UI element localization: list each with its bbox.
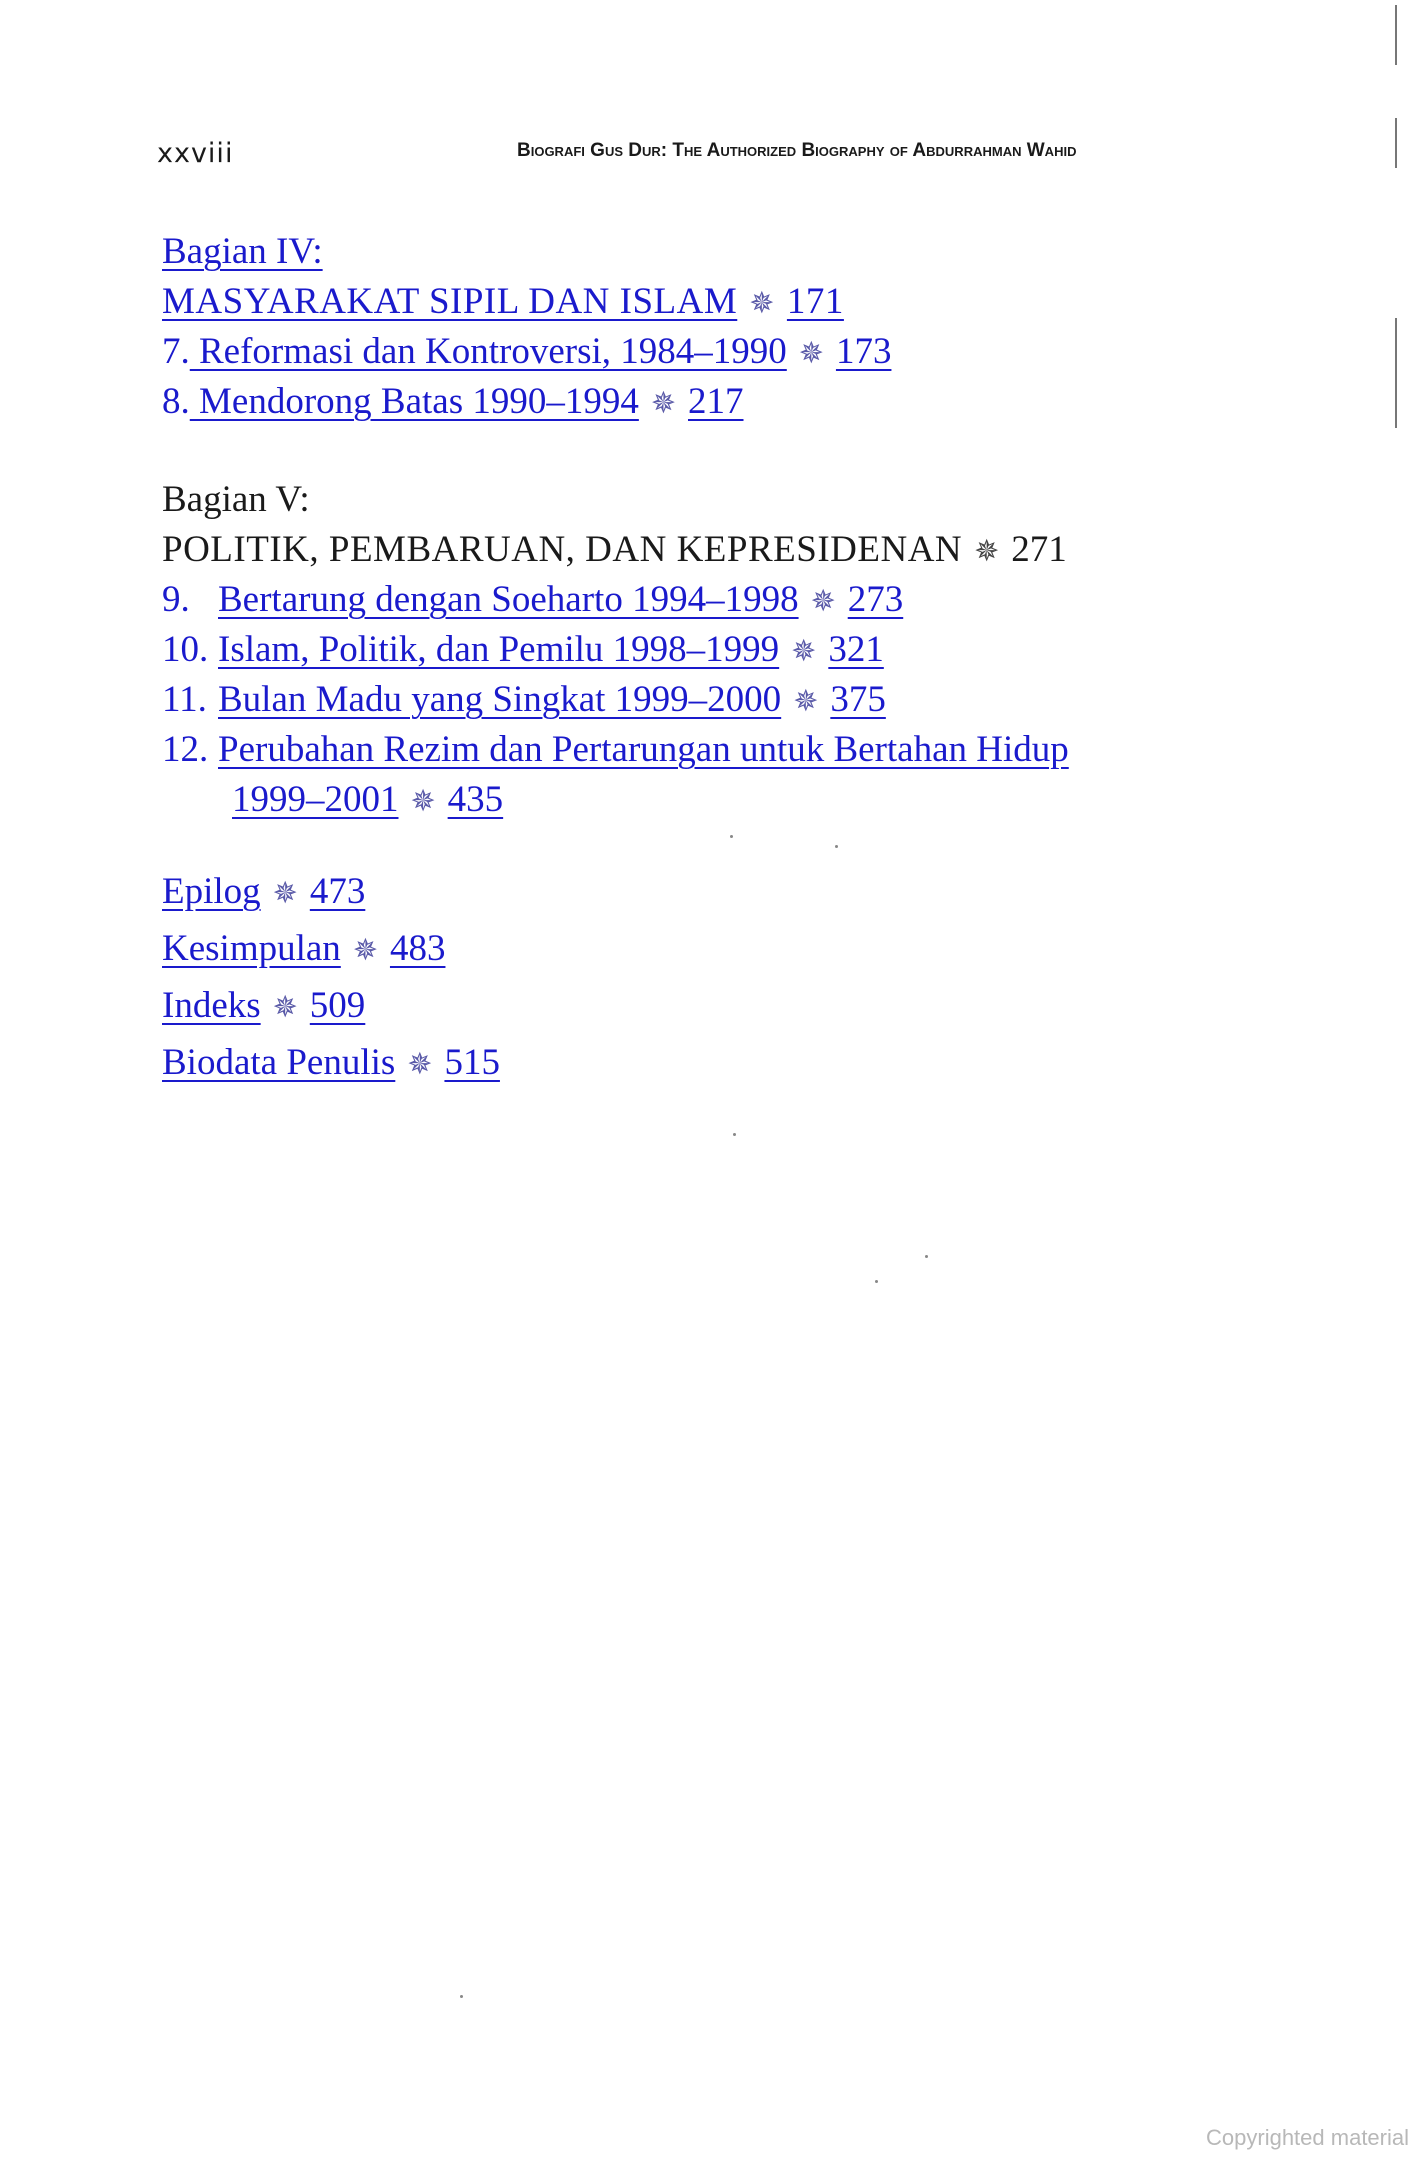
- chapter-row-12-cont[interactable]: [232, 778, 503, 824]
- back-matter-title: Indeks: [162, 985, 261, 1026]
- asterisk-separator-icon: ✵: [798, 337, 824, 370]
- chapter-link[interactable]: [162, 381, 744, 422]
- chapter-title-continued: 1999–2001: [232, 779, 399, 820]
- page-number: xxviii: [157, 138, 234, 169]
- part-page-number: 271: [1011, 529, 1067, 570]
- chapter-title: Reformasi dan Kontroversi, 1984–1990: [199, 331, 787, 372]
- asterisk-separator-icon: ✵: [793, 685, 819, 718]
- chapter-link[interactable]: [162, 679, 886, 720]
- chapter-number: 9.: [162, 579, 190, 620]
- part-label[interactable]: Bagian IV:: [162, 231, 323, 272]
- chapter-number: 8.: [162, 381, 190, 422]
- asterisk-separator-icon: ✵: [352, 934, 378, 967]
- back-matter-link[interactable]: [162, 928, 445, 969]
- back-matter-link[interactable]: [162, 871, 365, 912]
- back-matter-page-number: 515: [444, 1042, 500, 1083]
- scan-speck: [730, 835, 733, 838]
- scan-artifact-line: [1395, 5, 1397, 65]
- chapter-title: Mendorong Batas 1990–1994: [199, 381, 639, 422]
- back-matter-row-epilog[interactable]: [162, 870, 365, 916]
- chapter-row-8[interactable]: [162, 380, 744, 426]
- asterisk-separator-icon: ✵: [410, 785, 436, 818]
- scan-speck: [733, 1133, 736, 1136]
- back-matter-page-number: 509: [309, 985, 366, 1026]
- back-matter-link[interactable]: [162, 985, 365, 1026]
- chapter-row-7[interactable]: [162, 330, 891, 376]
- back-matter-link[interactable]: [162, 1042, 500, 1083]
- scan-speck: [460, 1995, 463, 1998]
- chapter-title: Perubahan Rezim dan Pertarungan untuk Bertahan Hidup: [218, 729, 1069, 770]
- chapter-link[interactable]: [162, 629, 884, 670]
- chapter-title: Bulan Madu yang Singkat 1999–2000: [218, 679, 782, 720]
- part-title-row-5: [162, 528, 1067, 574]
- scan-speck: [875, 1280, 878, 1283]
- asterisk-separator-icon: ✵: [650, 387, 676, 420]
- asterisk-separator-icon: ✵: [791, 635, 817, 668]
- chapter-page-number: 435: [447, 779, 504, 820]
- part-title: MASYARAKAT SIPIL DAN ISLAM: [162, 281, 738, 322]
- chapter-page-number: 273: [847, 579, 904, 620]
- part-label: Bagian V:: [162, 479, 310, 520]
- chapter-page-number: 321: [828, 629, 884, 670]
- chapter-page-number: 217: [688, 381, 744, 422]
- asterisk-separator-icon: ✵: [272, 877, 298, 910]
- chapter-title: Bertarung dengan Soeharto 1994–1998: [218, 579, 799, 620]
- chapter-page-number: 173: [835, 331, 892, 372]
- asterisk-separator-icon: ✵: [974, 535, 1000, 568]
- chapter-row-10[interactable]: [162, 628, 884, 674]
- chapter-link[interactable]: [232, 779, 503, 820]
- chapter-row-11[interactable]: [162, 678, 886, 724]
- asterisk-separator-icon: ✵: [407, 1048, 433, 1081]
- scan-speck: [925, 1255, 928, 1258]
- part-title: POLITIK, PEMBARUAN, DAN KEPRESIDENAN: [162, 529, 963, 570]
- chapter-title: Islam, Politik, dan Pemilu 1998–1999: [218, 629, 780, 670]
- chapter-link[interactable]: [162, 729, 1069, 770]
- running-head: Biografi Gus Dur: The Authorized Biography of Abdurrahman Wahid: [517, 140, 1077, 161]
- asterisk-separator-icon: ✵: [272, 991, 298, 1024]
- chapter-link[interactable]: [162, 331, 891, 372]
- back-matter-row-indeks[interactable]: [162, 984, 365, 1030]
- back-matter-title: Epilog: [162, 871, 261, 912]
- chapter-row-12[interactable]: [162, 728, 1069, 772]
- chapter-row-9[interactable]: [162, 578, 903, 624]
- part-title-row-4[interactable]: [162, 280, 844, 326]
- part-label-5: [162, 478, 310, 522]
- asterisk-separator-icon: ✵: [749, 287, 775, 320]
- part-title-link[interactable]: [162, 281, 844, 322]
- back-matter-page-number: 483: [389, 928, 446, 969]
- back-matter-title: Biodata Penulis: [162, 1042, 396, 1083]
- chapter-link[interactable]: [162, 579, 903, 620]
- copyright-watermark: Copyrighted material: [1206, 2125, 1409, 2150]
- chapter-page-number: 375: [830, 679, 886, 720]
- back-matter-row-biodata[interactable]: [162, 1041, 500, 1087]
- chapter-number: 7.: [162, 331, 190, 372]
- part-page-number: 171: [786, 281, 844, 322]
- scan-speck: [835, 845, 838, 848]
- back-matter-page-number: 473: [309, 871, 366, 912]
- part-label-4[interactable]: [162, 230, 323, 274]
- asterisk-separator-icon: ✵: [810, 585, 836, 618]
- chapter-number: 12.: [162, 729, 209, 770]
- back-matter-row-kesimpulan[interactable]: [162, 927, 445, 973]
- chapter-number: 11.: [162, 679, 207, 720]
- chapter-number: 10.: [162, 629, 209, 670]
- back-matter-title: Kesimpulan: [162, 928, 341, 969]
- scan-artifact-line: [1395, 118, 1397, 168]
- scan-artifact-line: [1395, 318, 1397, 428]
